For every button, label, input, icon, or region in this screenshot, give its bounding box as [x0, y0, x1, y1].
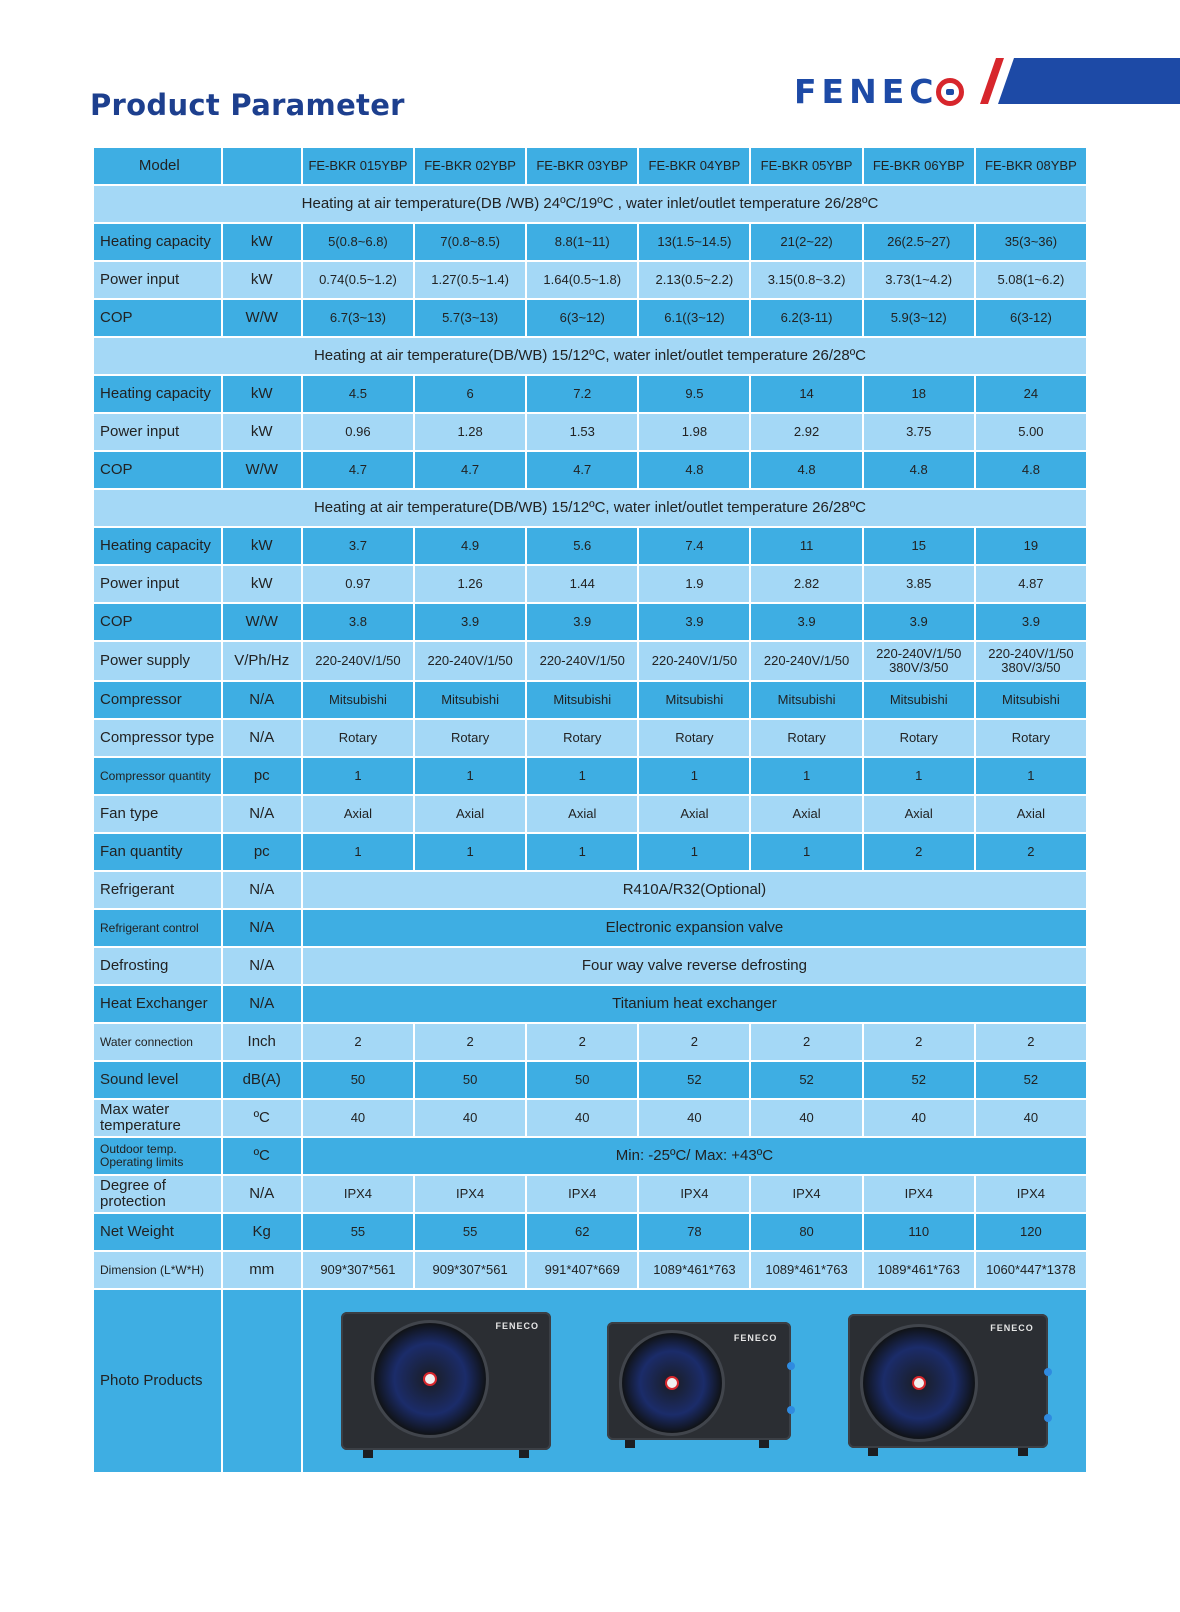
- row-value: IPX4: [302, 1175, 414, 1213]
- row-value: 5.6: [526, 527, 638, 565]
- row-value: 0.97: [302, 565, 414, 603]
- row-label: Max water temperature: [93, 1099, 222, 1137]
- header-row: [93, 147, 1087, 185]
- model-name: FE-BKR 04YBP: [638, 147, 750, 185]
- row-value: 40: [863, 1099, 975, 1137]
- spec-row: [93, 833, 1087, 871]
- row-span-value: Four way valve reverse defrosting: [302, 947, 1087, 985]
- row-label: Heating capacity: [93, 375, 222, 413]
- photo-cell: [302, 1289, 1087, 1473]
- fan-icon: [371, 1320, 489, 1438]
- row-value: IPX4: [863, 1175, 975, 1213]
- row-value: Rotary: [638, 719, 750, 757]
- row-value: 1: [302, 757, 414, 795]
- row-label: Compressor: [93, 681, 222, 719]
- fan-icon: [860, 1324, 978, 1442]
- row-value: 80: [750, 1213, 862, 1251]
- row-value: 220-240V/1/50: [638, 641, 750, 681]
- row-label: Water connection: [93, 1023, 222, 1061]
- unit-header-cell: [222, 147, 302, 185]
- row-value: 4.5: [302, 375, 414, 413]
- row-span-value: Min: -25ºC/ Max: +43ºC: [302, 1137, 1087, 1175]
- spec-row: [93, 985, 1087, 1023]
- row-value: 1: [863, 757, 975, 795]
- row-value: 35(3~36): [975, 223, 1087, 261]
- row-value: 0.74(0.5~1.2): [302, 261, 414, 299]
- heat-pump-medium-unit: [607, 1322, 791, 1440]
- row-value: 50: [414, 1061, 526, 1099]
- unit-brand-label: FENECO: [733, 1333, 778, 1343]
- row-value: 1060*447*1378: [975, 1251, 1087, 1289]
- heat-pump-large-unit: [848, 1314, 1048, 1448]
- row-value: 1.26: [414, 565, 526, 603]
- row-unit: ºC: [222, 1137, 302, 1175]
- row-unit: pc: [222, 833, 302, 871]
- row-value: Mitsubishi: [750, 681, 862, 719]
- row-value: 2: [975, 833, 1087, 871]
- row-value: 1: [526, 833, 638, 871]
- row-value: 3.85: [863, 565, 975, 603]
- row-value: 6(3-12): [975, 299, 1087, 337]
- row-unit: N/A: [222, 871, 302, 909]
- row-value: 3.73(1~4.2): [863, 261, 975, 299]
- row-value: 7.2: [526, 375, 638, 413]
- row-label: Refrigerant: [93, 871, 222, 909]
- row-value: 52: [863, 1061, 975, 1099]
- section-title-row: [93, 185, 1087, 223]
- row-value: 2: [526, 1023, 638, 1061]
- row-value: 5.9(3~12): [863, 299, 975, 337]
- row-value: 220-240V/1/50: [526, 641, 638, 681]
- model-name: FE-BKR 02YBP: [414, 147, 526, 185]
- row-unit: Kg: [222, 1213, 302, 1251]
- brand-logo: [794, 72, 964, 111]
- photo-row: [93, 1289, 1087, 1473]
- row-value: Mitsubishi: [863, 681, 975, 719]
- row-value: 991*407*669: [526, 1251, 638, 1289]
- row-value: 13(1.5~14.5): [638, 223, 750, 261]
- row-value: 55: [414, 1213, 526, 1251]
- row-value: 2: [750, 1023, 862, 1061]
- fan-icon: [619, 1330, 725, 1436]
- row-value: 2: [638, 1023, 750, 1061]
- spec-row: [93, 1023, 1087, 1061]
- row-value: 9.5: [638, 375, 750, 413]
- row-value: 8.8(1~11): [526, 223, 638, 261]
- spec-row: [93, 1137, 1087, 1175]
- row-value: 4.87: [975, 565, 1087, 603]
- spec-row: [93, 527, 1087, 565]
- spec-row: [93, 603, 1087, 641]
- row-value: Axial: [526, 795, 638, 833]
- row-value: 2.92: [750, 413, 862, 451]
- photo-unit-cell: [222, 1289, 302, 1473]
- heat-pump-tall-unit: [341, 1312, 551, 1450]
- row-value: Rotary: [750, 719, 862, 757]
- row-value: 14: [750, 375, 862, 413]
- page-title: Product Parameter: [90, 88, 405, 122]
- row-value: Mitsubishi: [302, 681, 414, 719]
- row-value: Axial: [975, 795, 1087, 833]
- unit-brand-label: FENECO: [495, 1321, 540, 1331]
- row-value: 40: [302, 1099, 414, 1137]
- row-value: Axial: [414, 795, 526, 833]
- row-value: 3.9: [638, 603, 750, 641]
- row-value: 220-240V/1/50 380V/3/50: [975, 641, 1087, 681]
- spec-row: [93, 299, 1087, 337]
- model-name: FE-BKR 08YBP: [975, 147, 1087, 185]
- row-unit: N/A: [222, 681, 302, 719]
- row-unit: Inch: [222, 1023, 302, 1061]
- section-title: Heating at air temperature(DB/WB) 15/12ºC, water inlet/outlet temperature 26/28ºC: [93, 489, 1087, 527]
- row-value: Rotary: [526, 719, 638, 757]
- spec-row: [93, 261, 1087, 299]
- row-value: 52: [638, 1061, 750, 1099]
- row-value: 4.9: [414, 527, 526, 565]
- row-unit: N/A: [222, 909, 302, 947]
- spec-row: [93, 1175, 1087, 1213]
- row-value: 1089*461*763: [863, 1251, 975, 1289]
- spec-row: [93, 871, 1087, 909]
- row-label: Heat Exchanger: [93, 985, 222, 1023]
- logo-text: FENEC: [794, 72, 939, 111]
- row-label: COP: [93, 603, 222, 641]
- model-name: FE-BKR 06YBP: [863, 147, 975, 185]
- row-value: 3.9: [526, 603, 638, 641]
- row-value: 220-240V/1/50: [302, 641, 414, 681]
- row-value: 3.9: [750, 603, 862, 641]
- row-value: 26(2.5~27): [863, 223, 975, 261]
- row-value: 7(0.8~8.5): [414, 223, 526, 261]
- row-value: 1: [414, 757, 526, 795]
- row-value: 50: [302, 1061, 414, 1099]
- row-label: Compressor quantity: [93, 757, 222, 795]
- row-label: Power supply: [93, 641, 222, 681]
- row-value: 6(3~12): [526, 299, 638, 337]
- row-label: Power input: [93, 261, 222, 299]
- spec-row: [93, 375, 1087, 413]
- spec-row: [93, 641, 1087, 681]
- row-value: 1.27(0.5~1.4): [414, 261, 526, 299]
- row-value: 40: [526, 1099, 638, 1137]
- row-value: 4.8: [975, 451, 1087, 489]
- row-label: Defrosting: [93, 947, 222, 985]
- row-value: 4.7: [414, 451, 526, 489]
- model-name: FE-BKR 05YBP: [750, 147, 862, 185]
- spec-row: [93, 947, 1087, 985]
- row-value: 3.7: [302, 527, 414, 565]
- row-value: IPX4: [975, 1175, 1087, 1213]
- spec-row: [93, 1099, 1087, 1137]
- row-value: IPX4: [414, 1175, 526, 1213]
- row-value: 62: [526, 1213, 638, 1251]
- spec-row: [93, 223, 1087, 261]
- row-value: 40: [750, 1099, 862, 1137]
- spec-row: [93, 451, 1087, 489]
- spec-row: [93, 565, 1087, 603]
- row-value: 6.2(3-11): [750, 299, 862, 337]
- spec-row: [93, 1213, 1087, 1251]
- spec-row: [93, 795, 1087, 833]
- spec-row: [93, 757, 1087, 795]
- row-value: 0.96: [302, 413, 414, 451]
- spec-row: [93, 1061, 1087, 1099]
- model-label: Model: [93, 147, 222, 185]
- row-unit: kW: [222, 413, 302, 451]
- row-value: 18: [863, 375, 975, 413]
- row-value: Axial: [750, 795, 862, 833]
- row-value: 909*307*561: [414, 1251, 526, 1289]
- row-value: 6: [414, 375, 526, 413]
- row-value: 1.64(0.5~1.8): [526, 261, 638, 299]
- row-value: 1: [638, 833, 750, 871]
- row-unit: W/W: [222, 451, 302, 489]
- parameter-table: [92, 146, 1088, 1474]
- row-label: Compressor type: [93, 719, 222, 757]
- row-value: 1.44: [526, 565, 638, 603]
- row-label: COP: [93, 451, 222, 489]
- row-span-value: R410A/R32(Optional): [302, 871, 1087, 909]
- section-title-row: [93, 337, 1087, 375]
- model-name: FE-BKR 015YBP: [302, 147, 414, 185]
- row-value: 3.9: [975, 603, 1087, 641]
- unit-brand-label: FENECO: [990, 1323, 1034, 1333]
- row-value: 3.8: [302, 603, 414, 641]
- row-unit: kW: [222, 261, 302, 299]
- row-value: Mitsubishi: [975, 681, 1087, 719]
- row-value: 909*307*561: [302, 1251, 414, 1289]
- row-value: 52: [975, 1061, 1087, 1099]
- row-value: 1.98: [638, 413, 750, 451]
- row-value: Mitsubishi: [638, 681, 750, 719]
- row-unit: N/A: [222, 947, 302, 985]
- row-value: 6.1((3~12): [638, 299, 750, 337]
- row-value: IPX4: [526, 1175, 638, 1213]
- row-label: Heating capacity: [93, 527, 222, 565]
- row-span-value: Titanium heat exchanger: [302, 985, 1087, 1023]
- spec-row: [93, 413, 1087, 451]
- row-value: 24: [975, 375, 1087, 413]
- row-value: 15: [863, 527, 975, 565]
- row-unit: mm: [222, 1251, 302, 1289]
- row-value: 11: [750, 527, 862, 565]
- row-label: Degree of protection: [93, 1175, 222, 1213]
- row-value: 5.08(1~6.2): [975, 261, 1087, 299]
- row-value: 1: [975, 757, 1087, 795]
- row-value: 3.15(0.8~3.2): [750, 261, 862, 299]
- row-value: Rotary: [975, 719, 1087, 757]
- row-label: COP: [93, 299, 222, 337]
- row-value: 1: [526, 757, 638, 795]
- row-value: 1: [414, 833, 526, 871]
- row-value: Axial: [863, 795, 975, 833]
- row-label: Dimension (L*W*H): [93, 1251, 222, 1289]
- row-value: 1: [638, 757, 750, 795]
- row-value: 50: [526, 1061, 638, 1099]
- row-unit: W/W: [222, 299, 302, 337]
- row-value: 1: [750, 757, 862, 795]
- row-value: 2: [975, 1023, 1087, 1061]
- row-unit: kW: [222, 527, 302, 565]
- row-value: 3.9: [414, 603, 526, 641]
- row-value: 1089*461*763: [638, 1251, 750, 1289]
- row-value: Rotary: [302, 719, 414, 757]
- row-value: 4.8: [863, 451, 975, 489]
- row-value: 120: [975, 1213, 1087, 1251]
- row-unit: N/A: [222, 1175, 302, 1213]
- row-unit: N/A: [222, 795, 302, 833]
- row-value: 55: [302, 1213, 414, 1251]
- row-value: 4.8: [638, 451, 750, 489]
- row-label: Refrigerant control: [93, 909, 222, 947]
- row-value: 7.4: [638, 527, 750, 565]
- spec-row: [93, 681, 1087, 719]
- row-value: 220-240V/1/50: [414, 641, 526, 681]
- row-value: 4.7: [526, 451, 638, 489]
- row-unit: kW: [222, 565, 302, 603]
- row-value: 2: [863, 833, 975, 871]
- row-value: 1089*461*763: [750, 1251, 862, 1289]
- row-value: IPX4: [638, 1175, 750, 1213]
- row-value: 2.13(0.5~2.2): [638, 261, 750, 299]
- section-title-row: [93, 489, 1087, 527]
- row-label: Net Weight: [93, 1213, 222, 1251]
- row-unit: dB(A): [222, 1061, 302, 1099]
- row-value: Mitsubishi: [414, 681, 526, 719]
- row-label: Sound level: [93, 1061, 222, 1099]
- row-value: 1: [302, 833, 414, 871]
- row-value: 40: [414, 1099, 526, 1137]
- row-value: Rotary: [863, 719, 975, 757]
- stripe-banner-icon: [980, 58, 1180, 104]
- row-value: 6.7(3~13): [302, 299, 414, 337]
- circle-o-logo-icon: [936, 78, 964, 106]
- model-name: FE-BKR 03YBP: [526, 147, 638, 185]
- row-value: 3.9: [863, 603, 975, 641]
- row-unit: N/A: [222, 985, 302, 1023]
- photo-label: Photo Products: [93, 1289, 222, 1473]
- row-value: 1.9: [638, 565, 750, 603]
- row-label: Power input: [93, 413, 222, 451]
- row-value: 110: [863, 1213, 975, 1251]
- row-value: 2: [302, 1023, 414, 1061]
- row-value: 5(0.8~6.8): [302, 223, 414, 261]
- row-value: 1.28: [414, 413, 526, 451]
- row-unit: kW: [222, 223, 302, 261]
- row-unit: W/W: [222, 603, 302, 641]
- row-unit: pc: [222, 757, 302, 795]
- row-label: Fan quantity: [93, 833, 222, 871]
- row-value: 19: [975, 527, 1087, 565]
- row-value: 2: [414, 1023, 526, 1061]
- row-value: 52: [750, 1061, 862, 1099]
- row-value: 220-240V/1/50: [750, 641, 862, 681]
- row-value: Axial: [302, 795, 414, 833]
- section-title: Heating at air temperature(DB /WB) 24ºC/19ºC , water inlet/outlet temperature 26/28ºC: [93, 185, 1087, 223]
- row-value: 1.53: [526, 413, 638, 451]
- row-value: 220-240V/1/50 380V/3/50: [863, 641, 975, 681]
- spec-row: [93, 909, 1087, 947]
- row-value: Mitsubishi: [526, 681, 638, 719]
- row-unit: kW: [222, 375, 302, 413]
- row-value: 4.8: [750, 451, 862, 489]
- row-value: 5.7(3~13): [414, 299, 526, 337]
- row-label: Outdoor temp. Operating limits: [93, 1137, 222, 1175]
- row-value: 4.7: [302, 451, 414, 489]
- row-value: 40: [638, 1099, 750, 1137]
- row-unit: ºC: [222, 1099, 302, 1137]
- row-value: 78: [638, 1213, 750, 1251]
- row-label: Power input: [93, 565, 222, 603]
- row-value: 2.82: [750, 565, 862, 603]
- row-value: IPX4: [750, 1175, 862, 1213]
- row-label: Heating capacity: [93, 223, 222, 261]
- row-value: 21(2~22): [750, 223, 862, 261]
- row-unit: N/A: [222, 719, 302, 757]
- spec-row: [93, 1251, 1087, 1289]
- row-value: Rotary: [414, 719, 526, 757]
- row-span-value: Electronic expansion valve: [302, 909, 1087, 947]
- section-title: Heating at air temperature(DB/WB) 15/12ºC, water inlet/outlet temperature 26/28ºC: [93, 337, 1087, 375]
- row-value: 3.75: [863, 413, 975, 451]
- row-unit: V/Ph/Hz: [222, 641, 302, 681]
- spec-row: [93, 719, 1087, 757]
- row-label: Fan type: [93, 795, 222, 833]
- row-value: 5.00: [975, 413, 1087, 451]
- row-value: 2: [863, 1023, 975, 1061]
- row-value: 1: [750, 833, 862, 871]
- row-value: 40: [975, 1099, 1087, 1137]
- row-value: Axial: [638, 795, 750, 833]
